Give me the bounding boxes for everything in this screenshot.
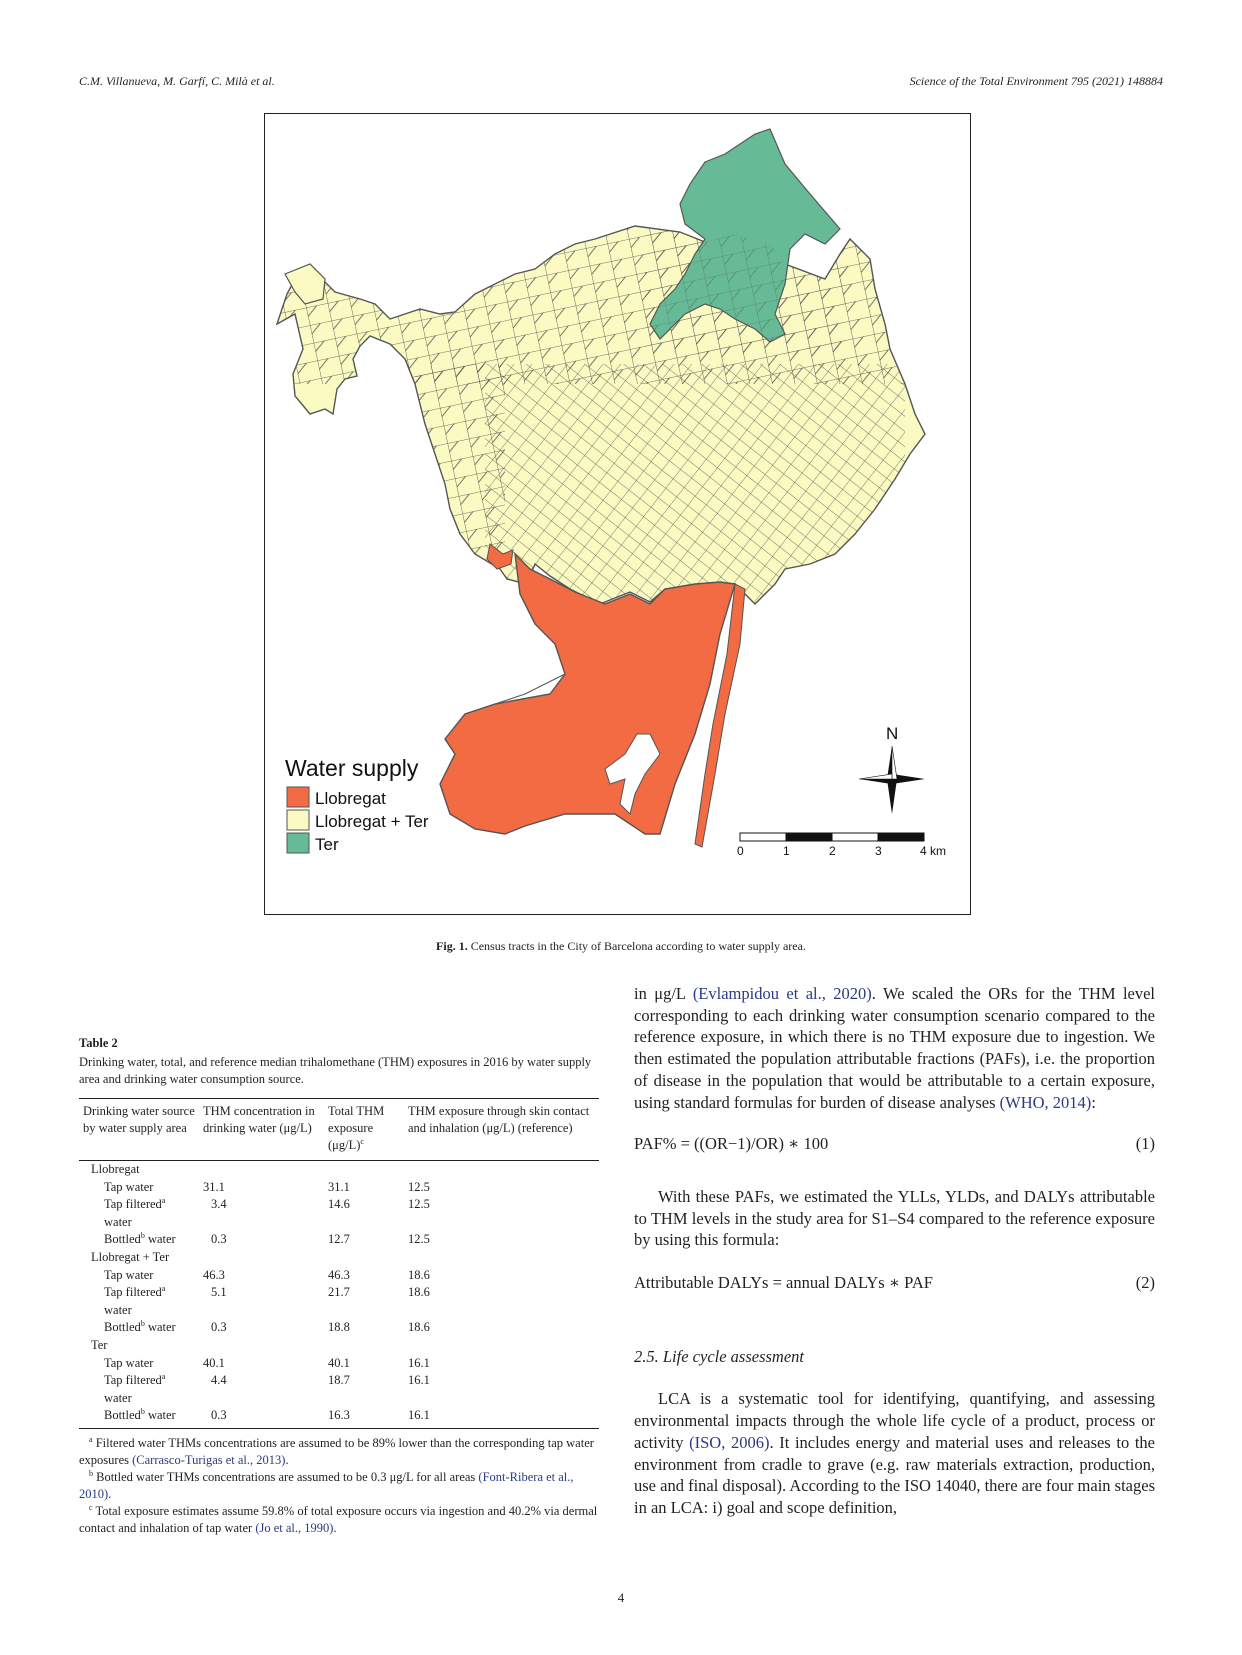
table-group-row: Llobregat + Ter: [91, 1249, 170, 1264]
paragraph-paf-intro: in μg/L (Evlampidou et al., 2020). We scaled the ORs for the THM level corresponding to each drinking water consumption scenario compared to the reference exposure, in which there is no THM exposure due to ingestion. We then estimated the population attributable fractions (PAFs), i.e. the proportion of disease in the population that would be attributable to a certain exposure, using standard formulas for burden of disease analyses (WHO, 2014):: [634, 984, 1156, 1112]
running-header-journal: Science of the Total Environment 795 (2021) 148884: [909, 74, 1163, 88]
equation-2-text: Attributable DALYs = annual DALYs ∗ PAF: [634, 1273, 933, 1293]
scale-tick-1: 1: [783, 844, 790, 858]
citation-link[interactable]: (WHO, 2014): [999, 1092, 1092, 1112]
equation-1: [634, 1133, 1155, 1155]
legend-label-llobregat-ter: Llobregat + Ter: [315, 812, 429, 831]
table-footnotes: [79, 1435, 599, 1537]
legend-label-llobregat: Llobregat: [315, 789, 386, 808]
equation-2-number: (2): [1135, 1273, 1155, 1293]
citation-link[interactable]: (Font-Ribera et al., 2010): [79, 1469, 574, 1501]
table-block: [79, 1036, 599, 1537]
legend-swatch-ter: [287, 833, 309, 853]
scale-bar: [737, 833, 946, 858]
table-row: Tap water 40.1 40.1 16.1: [104, 1355, 430, 1370]
table-row: Tap filtered$^a$ 5.1 21.7 18.6: [104, 1284, 430, 1300]
footnote-a: $^a$ Filtered water THMs concentrations are assumed to be 89% lower than the corresponding tap water exposures (Carrasco-Turigas et al., 2013).: [79, 1434, 594, 1467]
table-description: Drinking water, total, and reference median trihalomethane (THM) exposures in 2016 by water supply area and drinking water consumption source.: [79, 1055, 592, 1086]
running-header-authors: C.M. Villanueva, M. Garfí, C. Milà et al.: [79, 74, 275, 88]
legend-title: Water supply: [285, 755, 419, 781]
citation-link[interactable]: (ISO, 2006): [689, 1432, 770, 1452]
scale-tick-3: 3: [875, 844, 882, 858]
legend-swatch-llobregat: [287, 787, 309, 807]
table-row: Bottled$^b$ water 0.3 16.3 16.1: [79, 1407, 599, 1428]
table-header-reference: THM exposure through skin contact and inhalation (μg/L) (reference): [404, 1099, 599, 1161]
footnote-b: $^b$ Bottled water THMs concentrations are assumed to be 0.3 μg/L for all areas (Font-Ribera et al., 2010).: [79, 1468, 574, 1501]
paragraph-dalys: With these PAFs, we estimated the YLLs, YLDs, and DALYs attributable to THM levels in the study area for S1–S4 compared to the reference exposure by using this formula:: [634, 1186, 1155, 1250]
table-row: Tap filtered$^a$ 4.4 18.7 16.1: [104, 1371, 430, 1388]
table-row-continuation: water: [104, 1302, 132, 1317]
footnote-c: $^c$ Total exposure estimates assume 59.8% of total exposure occurs via ingestion and 40.2% via dermal contact and inhalation of tap water (Jo et al., 1990).: [79, 1502, 598, 1535]
section-title: 2.5. Life cycle assessment: [634, 1346, 805, 1366]
paragraph-lca: LCA is a systematic tool for identifying, quantifying, and assessing environmental impacts through the whole life cycle of a product, process or activity (ISO, 2006). It includes energy and material uses and releases to the environment from cradle to grave (e.g. raw materials extraction, production, use and final disposal). According to the ISO 14040, there are four main stages in an LCA: i) goal and scope definition,: [634, 1389, 1156, 1517]
table-row: Bottled$^b$ water 0.3 12.7 12.5: [104, 1231, 430, 1247]
scale-tick-2: 2: [829, 844, 836, 858]
citation-link[interactable]: (Jo et al., 1990): [255, 1520, 334, 1535]
table-row: Tap water 31.1 31.1 12.5: [104, 1179, 430, 1194]
thm-exposure-table: [79, 1098, 599, 1429]
figure-caption: [0, 939, 1242, 954]
table-row: Tap water 46.3 46.3 18.6: [104, 1267, 430, 1282]
equation-1-number: (1): [1135, 1134, 1155, 1154]
legend-label-ter: Ter: [315, 835, 339, 854]
citation-link[interactable]: (Evlampidou et al., 2020): [692, 984, 872, 1003]
table-label: Table 2: [79, 1036, 118, 1050]
figure-map: [264, 113, 971, 915]
north-arrow-icon: [859, 724, 925, 814]
table-header-total: Total THM exposure $(\mu g/L)^c$: [324, 1099, 404, 1161]
table-header-concentration: THM concentration in drinking water (μg/L): [199, 1099, 324, 1161]
table-group-row: Ter: [91, 1337, 108, 1352]
barcelona-map: [265, 114, 970, 914]
table-row: Tap filtered$^a$ 3.4 14.6 12.5: [104, 1196, 430, 1212]
table-header-source: Drinking water source by water supply area: [79, 1099, 199, 1161]
figure-caption-label: Fig. 1.: [436, 939, 468, 953]
page-number: 4: [617, 1590, 625, 1605]
equation-2: [634, 1272, 1155, 1294]
body-text-column: [634, 983, 1155, 1519]
table-row: Bottled$^b$ water 0.3 18.8 18.6: [104, 1319, 430, 1335]
table-group-row: Llobregat: [91, 1162, 140, 1176]
table-row-continuation: water: [104, 1214, 132, 1229]
scale-tick-4: 4 km: [920, 844, 947, 858]
scale-tick-0: 0: [737, 844, 744, 858]
citation-link[interactable]: (Carrasco-Turigas et al., 2013): [132, 1452, 286, 1467]
equation-1-text: PAF% = ((OR−1)/OR) ∗ 100: [634, 1134, 829, 1154]
table-row-continuation: water: [104, 1390, 132, 1405]
legend-swatch-llobregat-ter: [287, 810, 309, 830]
table-header-row: [79, 1099, 599, 1161]
figure-caption-text: Census tracts in the City of Barcelona according to water supply area.: [470, 939, 806, 953]
north-label: N: [886, 724, 899, 743]
